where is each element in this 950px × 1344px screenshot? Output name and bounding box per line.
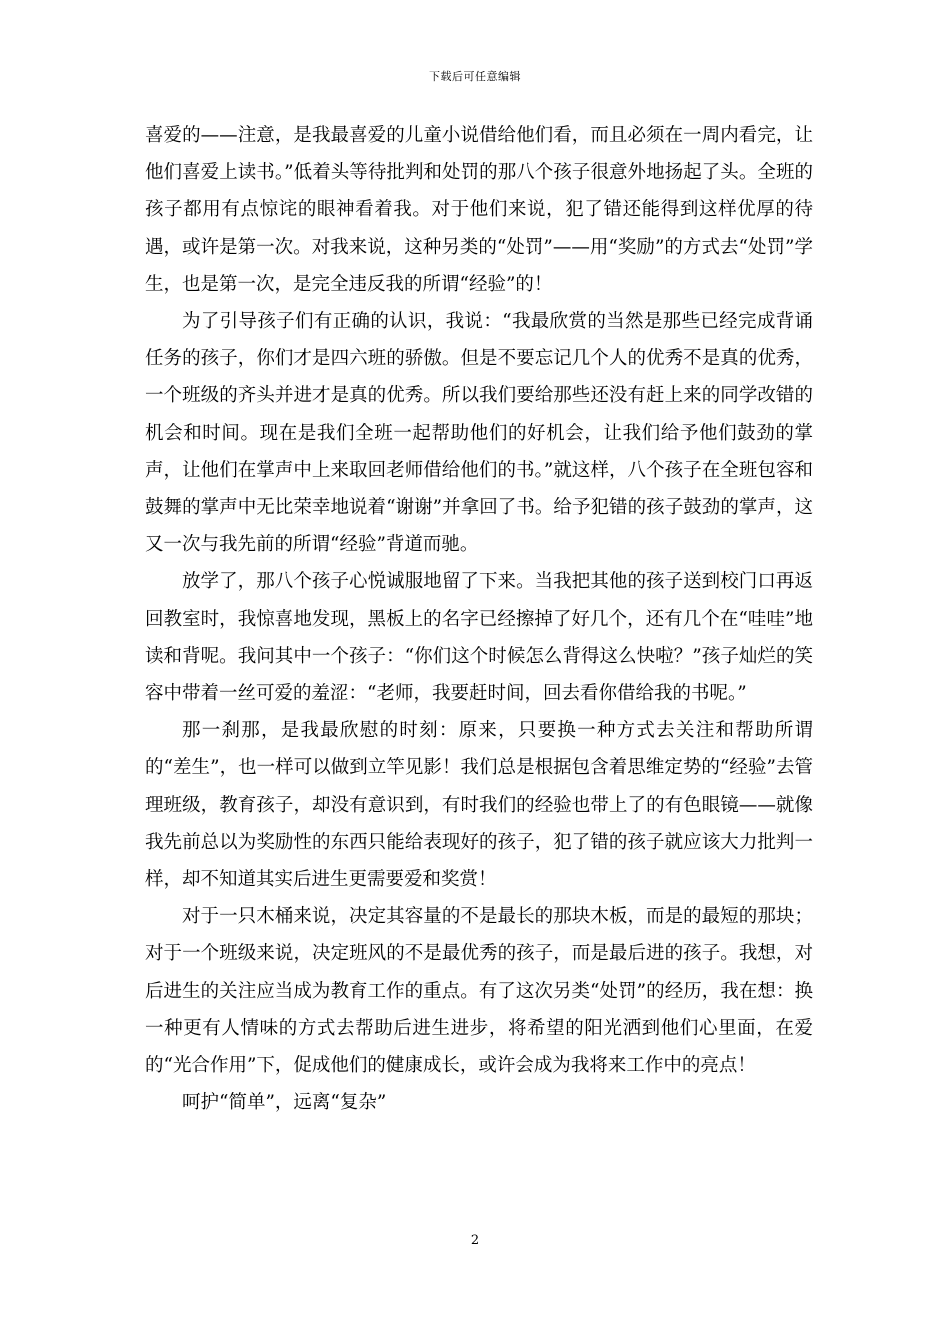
paragraph: 对于一只木桶来说，决定其容量的不是最长的那块木板，而是的最短的那块；对于一个班级来说，决定班风的不是最优秀的孩子，而是最后进的孩子。我想，对后进生的关注应当成为教育工作的重点。有了这次另类“处罚”的经历，我在想：换一种更有人情味的方式去帮助后进生进步，将希望的阳光洒到他们心里面，在爱的“光合作用”下，促成他们的健康成长，或许会成为我将来工作中的亮点！ bbox=[145, 906, 813, 1077]
paragraph-continuation: 喜爱的——注意，是我最喜爱的儿童小说借给他们看，而且必须在一周内看完，让他们喜爱上读书。”低着头等待批判和处罚的那八个孩子很意外地扬起了头。全班的孩子都用有点惊诧的眼神看着我。对于他们来说，犯了错还能得到这样优厚的待遇，或许是第一次。对我来说，这种另类的“处罚”——用“奖励”的方式去“处罚”学生，也是第一次，是完全违反我的所谓“经验”的！ bbox=[145, 125, 813, 295]
paragraph: 放学了，那八个孩子心悦诚服地留了下来。当我把其他的孩子送到校门口再返回教室时，我惊喜地发现，黑板上的名字已经擦掉了好几个，还有几个在“哇哇”地读和背呢。我问其中一个孩子：“你们这个时候怎么背得这么快啦？”孩子灿烂的笑容中带着一丝可爱的羞涩：“老师，我要赶时间，回去看你借给我的书呢。” bbox=[145, 571, 813, 705]
page-number: 2 bbox=[470, 1233, 480, 1248]
page-header: 下载后可任意编辑 bbox=[429, 70, 521, 83]
paragraph: 为了引导孩子们有正确的认识，我说：“我最欣赏的当然是那些已经完成背诵任务的孩子，你们才是四六班的骄傲。但是不要忘记几个人的优秀不是真的优秀，一个班级的齐头并进才是真的优秀。所以我们要给那些还没有赶上来的同学改错的机会和时间。现在是我们全班一起帮助他们的好机会，让我们给予他们鼓劲的掌声，让他们在掌声中上来取回老师借给他们的书。”就这样，八个孩子在全班包容和鼓舞的掌声中无比荣幸地说着“谢谢”并拿回了书。给予犯错的孩子鼓劲的掌声，这又一次与我先前的所谓“经验”背道而驰。 bbox=[145, 311, 813, 556]
paragraph: 那一刹那，是我最欣慰的时刻：原来，只要换一种方式去关注和帮助所谓的“差生”，也一样可以做到立竿见影！我们总是根据包含着思维定势的“经验”去管理班级，教育孩子，却没有意识到，有时我们的经验也带上了的有色眼镜——就像我先前总以为奖励性的东西只能给表现好的孩子，犯了错的孩子就应该大力批判一样，却不知道其实后进生更需要爱和奖赏！ bbox=[145, 720, 813, 891]
document-body bbox=[145, 117, 813, 1121]
section-heading: 呵护“简单”，远离“复杂” bbox=[182, 1092, 387, 1114]
